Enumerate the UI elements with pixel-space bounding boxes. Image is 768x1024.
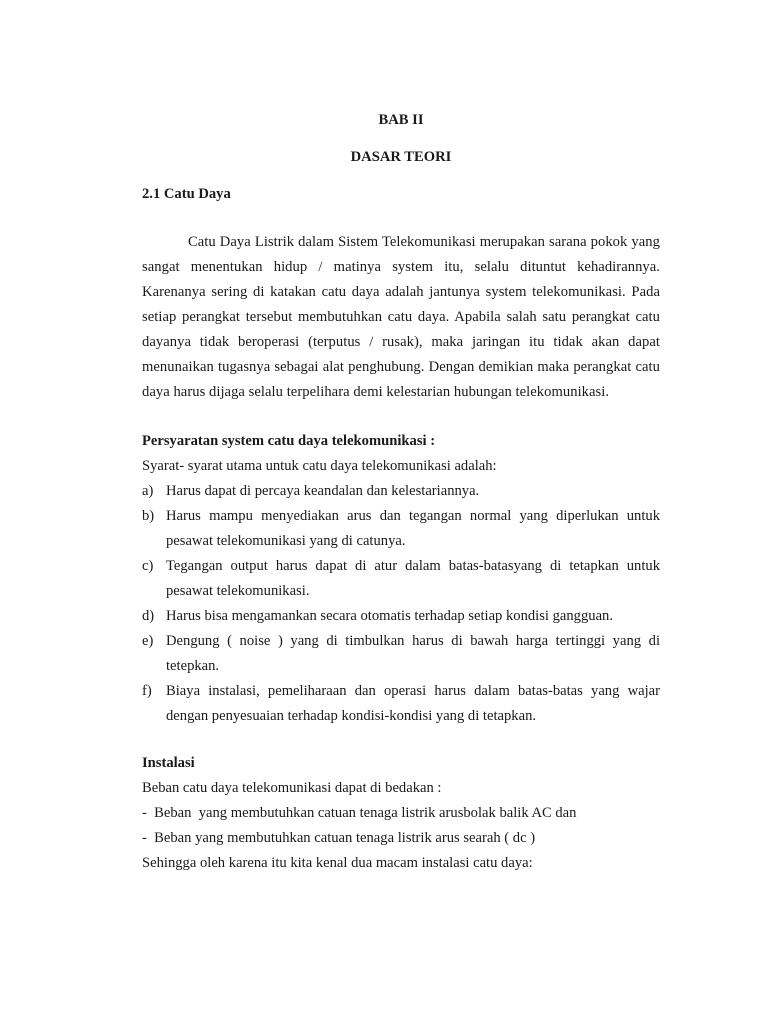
- list-marker: b): [142, 508, 155, 524]
- list-item-text: Biaya instalasi, pemeliharaan dan operasi harus dalam batas-batas yang wajar dengan penyesuaian terhadap kondisi-kondisi yang di tetapkan.: [166, 683, 660, 724]
- installation-bullet-ac: - Beban yang membutuhkan catuan tenaga listrik arusbolak balik AC dan: [142, 805, 577, 821]
- list-item: [142, 629, 660, 679]
- list-item-text: Dengung ( noise ) yang di timbulkan harus di bawah harga tertinggi yang di tetepkan.: [166, 633, 660, 674]
- chapter-label: BAB II: [378, 112, 424, 128]
- list-item: [142, 504, 660, 554]
- list-item: [142, 679, 660, 729]
- installation-bullet-dc: - Beban yang membutuhkan catuan tenaga listrik arus searah ( dc ): [142, 830, 536, 846]
- list-marker: a): [142, 483, 154, 499]
- list-marker: e): [142, 633, 154, 649]
- intro-paragraph: Catu Daya Listrik dalam Sistem Telekomunikasi merupakan sarana pokok yang sangat menentukan hidup / matinya system itu, selalu dituntut kehadirannya. Karenanya sering di katakan catu daya adalah jantunya system telekomunikasi. Pada setiap perangkat tersebut membutuhkan catu daya. Apabila salah satu perangkat catu dayanya tidak beroperasi (terputus / rusak), maka jaringan itu tidak akan dapat menunaikan tugasnya sebagai alat penghubung. Dengan demikian maka perangkat catu daya harus dijaga selalu terpelihara demi kelestarian hubungan telekomunikasi.: [142, 234, 660, 400]
- list-item-text: Harus dapat di percaya keandalan dan kelestariannya.: [166, 483, 480, 499]
- list-item-text: Harus mampu menyediakan arus dan tegangan normal yang diperlukan untuk pesawat telekomunikasi yang di catunya.: [166, 508, 660, 549]
- document-page: [142, 108, 660, 876]
- installation-lead: Beban catu daya telekomunikasi dapat di bedakan :: [142, 780, 442, 796]
- list-marker: f): [142, 683, 152, 699]
- requirements-lead: Syarat- syarat utama untuk catu daya telekomunikasi adalah:: [142, 458, 497, 474]
- list-item: [142, 604, 660, 629]
- installation-closing: Sehingga oleh karena itu kita kenal dua macam instalasi catu daya:: [142, 855, 533, 871]
- chapter-title: DASAR TEORI: [350, 149, 452, 165]
- requirements-list: [142, 479, 660, 729]
- list-item: [142, 554, 660, 604]
- section-heading: 2.1 Catu Daya: [142, 186, 231, 202]
- list-item: [142, 479, 660, 504]
- list-marker: c): [142, 558, 154, 574]
- requirements-heading: Persyaratan system catu daya telekomunikasi :: [142, 433, 436, 449]
- installation-heading: Instalasi: [142, 755, 195, 771]
- list-item-text: Harus bisa mengamankan secara otomatis terhadap setiap kondisi gangguan.: [166, 608, 613, 624]
- list-marker: d): [142, 608, 155, 624]
- list-item-text: Tegangan output harus dapat di atur dalam batas-batasyang di tetapkan untuk pesawat telekomunikasi.: [166, 558, 660, 599]
